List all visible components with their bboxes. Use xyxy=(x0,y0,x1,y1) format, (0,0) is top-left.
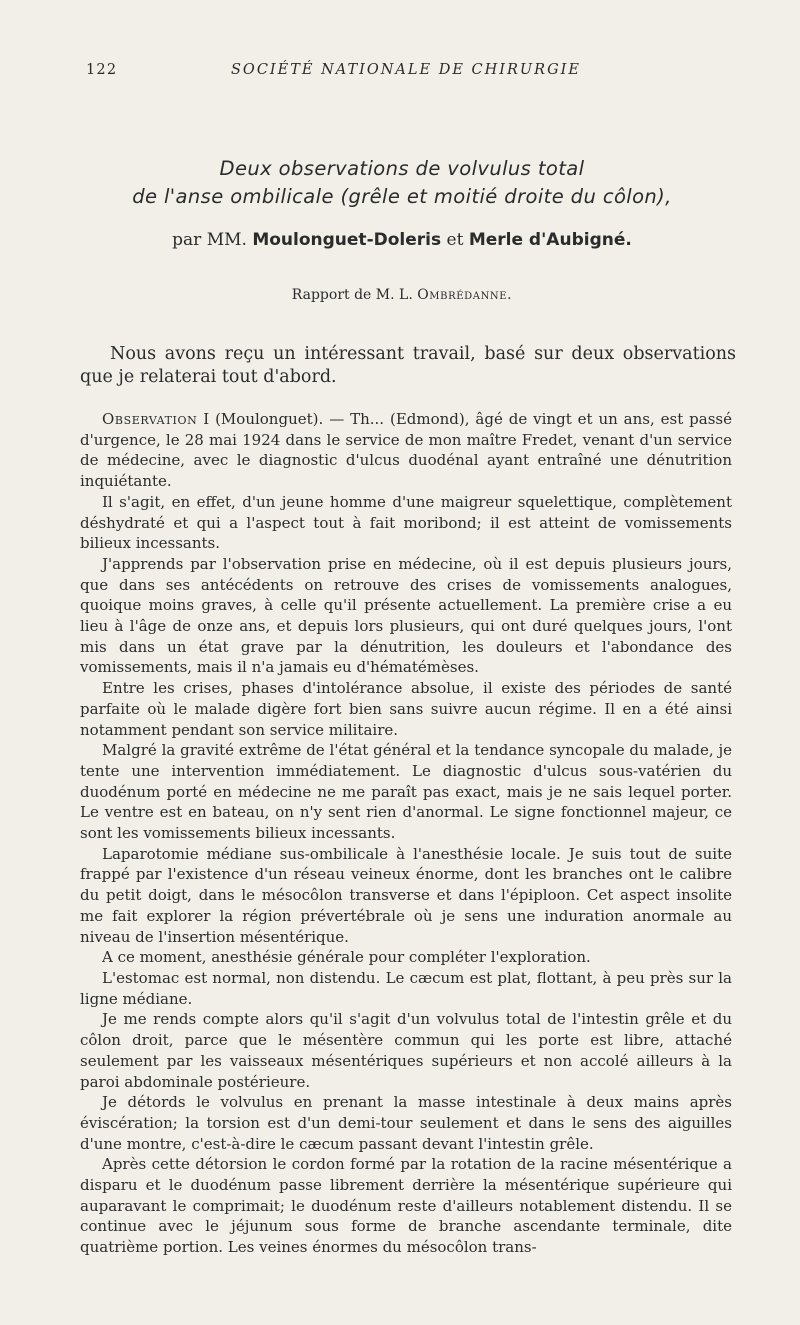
authors-prefix: par MM. xyxy=(172,230,247,250)
journal-title: SOCIÉTÉ NATIONALE DE CHIRURGIE xyxy=(231,62,581,78)
observation-paragraph: Laparotomie médiane sus-ombilicale à l'anesthésie locale. Je suis tout de suite frappé par l'existence d'un réseau veineux énorme, dont les branches ont le calibre du petit doigt, dans le mésocôlon transverse et dans l'épiploon. Cet aspect insolite me fait explorer la région prévertébrale où je sens une induration anormale au niveau de l'insertion mésentérique. xyxy=(80,844,732,946)
observation-label: Observation xyxy=(102,410,198,428)
observation-paragraph: Malgré la gravité extrême de l'état général et la tendance syncopale du malade, je tente une intervention immédiatement. Le diagnostic d'ulcus sous-vatérien du duodénum porté en médecine ne me paraît pas exact, mais je ne sais lequel porter. Le ventre est en bateau, on n'y sent rien d'anormal. Le signe fonctionnel majeur, ce sont les vomissements bilieux incessants. xyxy=(80,741,732,843)
page-number: 122 xyxy=(86,62,118,78)
report-line xyxy=(78,287,726,303)
observation-body xyxy=(80,409,732,1258)
observation-paragraph: A ce moment, anesthésie générale pour compléter l'exploration. xyxy=(102,948,591,967)
observation-paragraph: L'estomac est normal, non distendu. Le cæcum est plat, flottant, à peu près sur la ligne médiane. xyxy=(80,968,732,1008)
observation-paragraph: Il s'agit, en effet, d'un jeune homme d'une maigreur squelettique, complètement déshydraté et qui a l'aspect tout à fait moribond; il est atteint de vomissements bilieux incessants. xyxy=(80,492,732,553)
observation-paragraph: Entre les crises, phases d'intolérance absolue, il existe des périodes de santé parfaite où le malade digère fort bien sans suivre aucun régime. Il en a été ainsi notamment pendant son service militaire. xyxy=(80,679,732,739)
observation-paragraph: J'apprends par l'observation prise en médecine, où il est depuis plusieurs jours, que dans ses antécédents on retrouve des crises de vomissements analogues, quoique moins graves, à celle qu'il présente actuellement. La première crise a eu lieu à l'âge de onze ans, et depuis lors plusieurs, qui ont duré quelques jours, l'ont mis dans un état grave par la dénutrition, les douleurs et l'abondance des vomissements, mais il n'a jamais eu d'hématémèses. xyxy=(80,554,732,677)
author-1: Moulonguet-Doleris xyxy=(252,230,442,250)
observation-paragraph: Observation I (Moulonguet). — Th... (Edmond), âgé de vingt et un ans, est passé d'urgence, le 28 mai 1924 dans le service de mon maître Fredet, venant d'un service de médecine, avec le diagnostic d'ulcus duodénal ayant entraîné une dénutrition inquiétante. xyxy=(80,410,732,491)
title-line-2: de l'anse ombilicale (grêle et moitié droite du côlon), xyxy=(132,185,672,208)
authors-conjunction: et xyxy=(446,230,464,250)
observation-paragraph: Après cette détorsion le cordon formé par la rotation de la racine mésentérique a disparu et le duodénum passe librement derrière la mésentérique supérieure qui auparavant le comprimait; le duodénum reste d'ailleurs notablement distendu. Il se continue avec le jéjunum sous forme de branche ascendante terminale, dite quatrième portion. Les veines énormes du mésocôlon trans- xyxy=(80,1155,732,1257)
intro-paragraph: Nous avons reçu un intéressant travail, basé sur deux observations que je relaterai tout d'abord. xyxy=(80,344,736,387)
observation-paragraph: Je détords le volvulus en prenant la masse intestinale à deux mains après éviscération; la torsion est d'un demi-tour seulement et dans le sens des aiguilles d'une montre, c'est-à-dire le cæcum passant devant l'intestin grêle. xyxy=(80,1093,732,1153)
observation-number: I (Moulonguet). xyxy=(203,410,324,428)
reporter-name: Ombrédanne. xyxy=(417,287,513,303)
authors-line xyxy=(78,230,726,250)
title-line-1: Deux observations de volvulus total xyxy=(219,157,585,180)
author-2: Merle d'Aubigné. xyxy=(468,230,632,250)
article-title xyxy=(78,155,726,211)
observation-paragraph: Je me rends compte alors qu'il s'agit d'un volvulus total de l'intestin grêle et du côlon droit, parce que le mésentère commun qui les porte est libre, attaché seulement par les vaisseaux mésentériques supérieurs et non accolé ailleurs à la paroi abdominale postérieure. xyxy=(80,1010,732,1091)
report-prefix: Rapport de M. L. xyxy=(291,287,413,303)
